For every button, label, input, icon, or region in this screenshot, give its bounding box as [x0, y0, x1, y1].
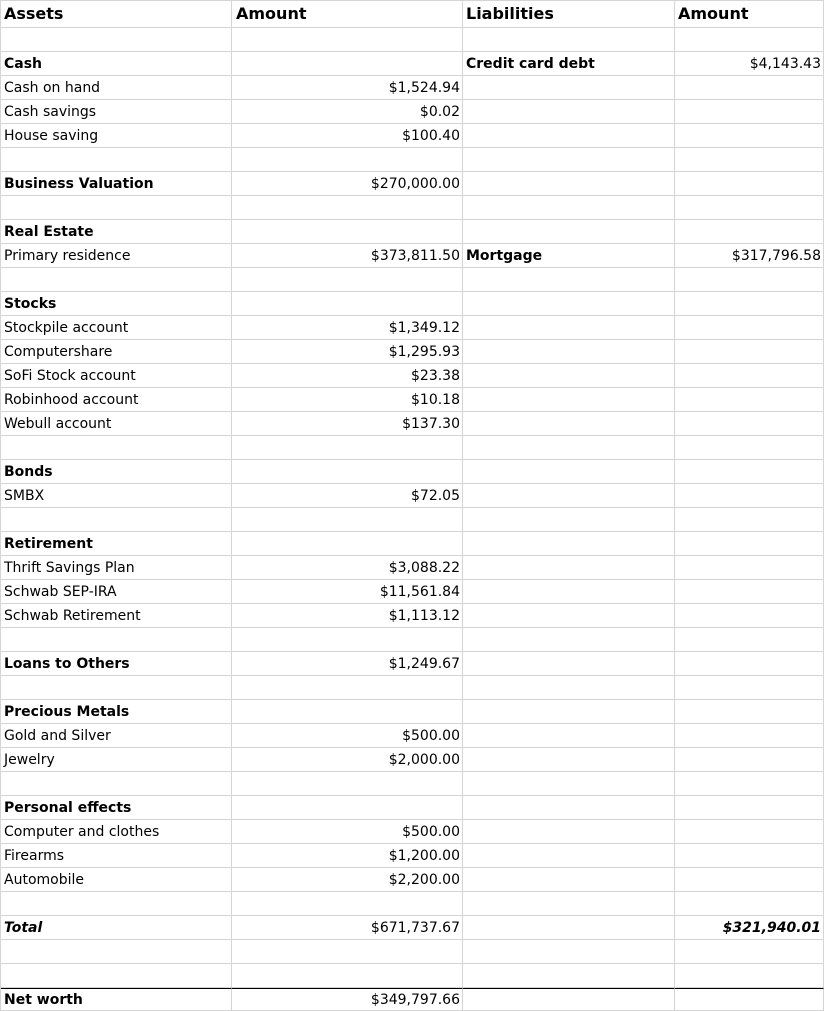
- cell[interactable]: [463, 28, 675, 52]
- cell[interactable]: [463, 580, 675, 604]
- cell[interactable]: [463, 172, 675, 196]
- header-assets[interactable]: Assets: [1, 1, 232, 28]
- cell[interactable]: [232, 268, 463, 292]
- cell[interactable]: [1, 940, 232, 964]
- asset-value[interactable]: $270,000.00: [232, 172, 463, 196]
- cell[interactable]: [675, 796, 824, 820]
- cell[interactable]: [675, 652, 824, 676]
- cell[interactable]: [232, 292, 463, 316]
- asset-value[interactable]: $100.40: [232, 124, 463, 148]
- cell[interactable]: [232, 628, 463, 652]
- cell[interactable]: [675, 292, 824, 316]
- total-liabilities-value[interactable]: $321,940.01: [675, 916, 824, 940]
- cell[interactable]: [675, 748, 824, 772]
- asset-label[interactable]: SoFi Stock account: [1, 364, 232, 388]
- asset-value[interactable]: $2,000.00: [232, 748, 463, 772]
- asset-label[interactable]: Webull account: [1, 412, 232, 436]
- cell[interactable]: [463, 964, 675, 988]
- cell[interactable]: [675, 940, 824, 964]
- cell[interactable]: [675, 580, 824, 604]
- cell[interactable]: [675, 268, 824, 292]
- asset-value[interactable]: $72.05: [232, 484, 463, 508]
- cell[interactable]: [675, 412, 824, 436]
- cell[interactable]: [675, 772, 824, 796]
- cell[interactable]: [463, 148, 675, 172]
- cell[interactable]: [675, 340, 824, 364]
- asset-value[interactable]: $11,561.84: [232, 580, 463, 604]
- asset-label[interactable]: Cash on hand: [1, 76, 232, 100]
- asset-label[interactable]: Schwab SEP-IRA: [1, 580, 232, 604]
- liability-label-mortgage[interactable]: Mortgage: [463, 244, 675, 268]
- asset-label[interactable]: Gold and Silver: [1, 724, 232, 748]
- cell[interactable]: [675, 388, 824, 412]
- cell[interactable]: [463, 676, 675, 700]
- cell[interactable]: [675, 676, 824, 700]
- cell[interactable]: [232, 436, 463, 460]
- cell[interactable]: [463, 868, 675, 892]
- net-worth-value[interactable]: $349,797.66: [232, 988, 463, 1011]
- cell[interactable]: [463, 100, 675, 124]
- cell[interactable]: [463, 556, 675, 580]
- cell[interactable]: [463, 460, 675, 484]
- header-liabilities-amount[interactable]: Amount: [675, 1, 824, 28]
- cell[interactable]: [463, 508, 675, 532]
- cell[interactable]: [232, 28, 463, 52]
- cell[interactable]: [675, 724, 824, 748]
- asset-label[interactable]: Computershare: [1, 340, 232, 364]
- cell[interactable]: [675, 508, 824, 532]
- cell[interactable]: [1, 964, 232, 988]
- asset-label[interactable]: SMBX: [1, 484, 232, 508]
- cell[interactable]: [675, 700, 824, 724]
- cell[interactable]: [232, 676, 463, 700]
- asset-label[interactable]: Jewelry: [1, 748, 232, 772]
- section-title-loans[interactable]: Loans to Others: [1, 652, 232, 676]
- cell[interactable]: [675, 892, 824, 916]
- cell[interactable]: [675, 844, 824, 868]
- cell[interactable]: [675, 100, 824, 124]
- section-title-real-estate[interactable]: Real Estate: [1, 220, 232, 244]
- asset-value[interactable]: $23.38: [232, 364, 463, 388]
- cell[interactable]: [463, 268, 675, 292]
- cell[interactable]: [675, 364, 824, 388]
- cell[interactable]: [675, 124, 824, 148]
- cell[interactable]: [463, 604, 675, 628]
- cell[interactable]: [675, 988, 824, 1011]
- cell[interactable]: [463, 412, 675, 436]
- asset-label[interactable]: Automobile: [1, 868, 232, 892]
- asset-value[interactable]: $1,524.94: [232, 76, 463, 100]
- cell[interactable]: [463, 76, 675, 100]
- cell[interactable]: [232, 220, 463, 244]
- cell[interactable]: [463, 748, 675, 772]
- cell[interactable]: [463, 388, 675, 412]
- cell[interactable]: [463, 940, 675, 964]
- cell[interactable]: [675, 28, 824, 52]
- cell[interactable]: [232, 796, 463, 820]
- asset-value[interactable]: $373,811.50: [232, 244, 463, 268]
- cell[interactable]: [463, 532, 675, 556]
- cell[interactable]: [675, 316, 824, 340]
- asset-label[interactable]: Primary residence: [1, 244, 232, 268]
- cell[interactable]: [463, 844, 675, 868]
- asset-value[interactable]: $0.02: [232, 100, 463, 124]
- cell[interactable]: [675, 436, 824, 460]
- cell[interactable]: [1, 628, 232, 652]
- cell[interactable]: [675, 484, 824, 508]
- cell[interactable]: [1, 676, 232, 700]
- liability-value-credit-card[interactable]: $4,143.43: [675, 52, 824, 76]
- cell[interactable]: [1, 148, 232, 172]
- asset-label[interactable]: Schwab Retirement: [1, 604, 232, 628]
- section-title-retirement[interactable]: Retirement: [1, 532, 232, 556]
- cell[interactable]: [463, 916, 675, 940]
- cell[interactable]: [463, 820, 675, 844]
- cell[interactable]: [463, 220, 675, 244]
- section-title-bonds[interactable]: Bonds: [1, 460, 232, 484]
- cell[interactable]: [463, 652, 675, 676]
- cell[interactable]: [463, 316, 675, 340]
- cell[interactable]: [675, 604, 824, 628]
- asset-value[interactable]: $1,113.12: [232, 604, 463, 628]
- cell[interactable]: [463, 124, 675, 148]
- asset-value[interactable]: $3,088.22: [232, 556, 463, 580]
- cell[interactable]: [232, 700, 463, 724]
- asset-value[interactable]: $1,349.12: [232, 316, 463, 340]
- asset-label[interactable]: Computer and clothes: [1, 820, 232, 844]
- cell[interactable]: [463, 436, 675, 460]
- cell[interactable]: [675, 172, 824, 196]
- asset-value[interactable]: $500.00: [232, 820, 463, 844]
- cell[interactable]: [675, 148, 824, 172]
- cell[interactable]: [1, 772, 232, 796]
- cell[interactable]: [463, 796, 675, 820]
- cell[interactable]: [675, 820, 824, 844]
- cell[interactable]: [1, 196, 232, 220]
- cell[interactable]: [463, 340, 675, 364]
- cell[interactable]: [232, 52, 463, 76]
- total-assets-value[interactable]: $671,737.67: [232, 916, 463, 940]
- net-worth-label[interactable]: Net worth: [1, 988, 232, 1011]
- cell[interactable]: [232, 964, 463, 988]
- cell[interactable]: [675, 556, 824, 580]
- cell[interactable]: [463, 724, 675, 748]
- cell[interactable]: [232, 772, 463, 796]
- asset-value[interactable]: $137.30: [232, 412, 463, 436]
- cell[interactable]: [1, 892, 232, 916]
- cell[interactable]: [675, 532, 824, 556]
- section-title-business[interactable]: Business Valuation: [1, 172, 232, 196]
- cell[interactable]: [463, 484, 675, 508]
- header-liabilities[interactable]: Liabilities: [463, 1, 675, 28]
- asset-label[interactable]: Cash savings: [1, 100, 232, 124]
- liability-label-credit-card[interactable]: Credit card debt: [463, 52, 675, 76]
- cell[interactable]: [1, 508, 232, 532]
- cell[interactable]: [232, 940, 463, 964]
- cell[interactable]: [232, 892, 463, 916]
- asset-value[interactable]: $500.00: [232, 724, 463, 748]
- cell[interactable]: [463, 892, 675, 916]
- asset-label[interactable]: Robinhood account: [1, 388, 232, 412]
- cell[interactable]: [232, 148, 463, 172]
- total-label[interactable]: Total: [1, 916, 232, 940]
- cell[interactable]: [463, 364, 675, 388]
- cell[interactable]: [675, 196, 824, 220]
- cell[interactable]: [232, 508, 463, 532]
- section-title-stocks[interactable]: Stocks: [1, 292, 232, 316]
- cell[interactable]: [1, 28, 232, 52]
- cell[interactable]: [232, 532, 463, 556]
- section-title-cash[interactable]: Cash: [1, 52, 232, 76]
- cell[interactable]: [463, 700, 675, 724]
- cell[interactable]: [1, 268, 232, 292]
- asset-value[interactable]: $1,200.00: [232, 844, 463, 868]
- asset-label[interactable]: Stockpile account: [1, 316, 232, 340]
- asset-value[interactable]: $2,200.00: [232, 868, 463, 892]
- asset-value[interactable]: $1,295.93: [232, 340, 463, 364]
- cell[interactable]: [675, 460, 824, 484]
- cell[interactable]: [675, 220, 824, 244]
- header-amount[interactable]: Amount: [232, 1, 463, 28]
- cell[interactable]: [463, 196, 675, 220]
- asset-label[interactable]: House saving: [1, 124, 232, 148]
- cell[interactable]: [675, 868, 824, 892]
- cell[interactable]: [463, 988, 675, 1011]
- cell[interactable]: [232, 196, 463, 220]
- asset-label[interactable]: Firearms: [1, 844, 232, 868]
- cell[interactable]: [675, 964, 824, 988]
- cell[interactable]: [463, 772, 675, 796]
- asset-label[interactable]: Thrift Savings Plan: [1, 556, 232, 580]
- asset-value[interactable]: $10.18: [232, 388, 463, 412]
- cell[interactable]: [675, 628, 824, 652]
- cell[interactable]: [675, 76, 824, 100]
- cell[interactable]: [232, 460, 463, 484]
- cell[interactable]: [1, 436, 232, 460]
- section-title-metals[interactable]: Precious Metals: [1, 700, 232, 724]
- cell[interactable]: [463, 628, 675, 652]
- asset-value[interactable]: $1,249.67: [232, 652, 463, 676]
- liability-value-mortgage[interactable]: $317,796.58: [675, 244, 824, 268]
- section-title-personal[interactable]: Personal effects: [1, 796, 232, 820]
- cell[interactable]: [463, 292, 675, 316]
